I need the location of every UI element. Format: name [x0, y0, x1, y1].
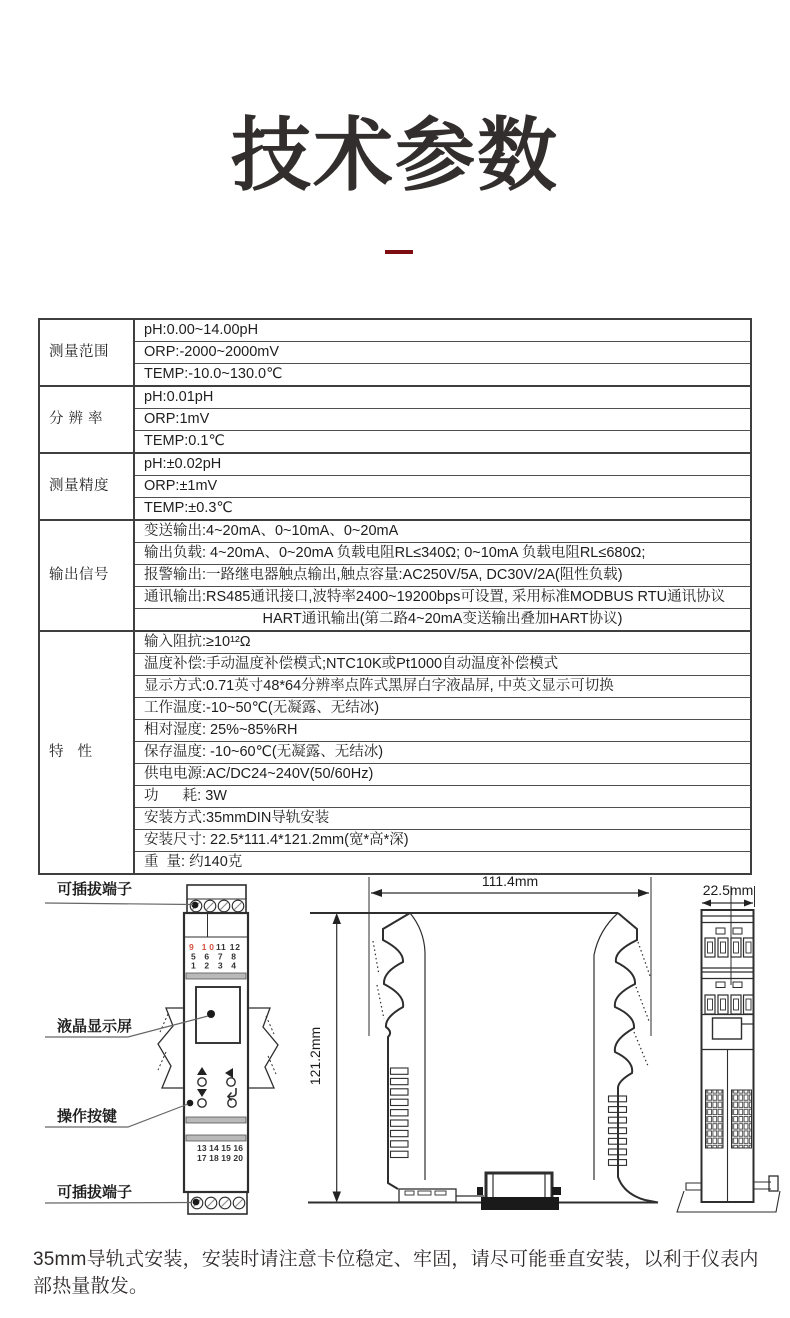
spec-value: 通讯输出:RS485通讯接口,波特率2400~19200bps可设置, 采用标准MODBUS RTU通讯协议	[134, 587, 751, 609]
profile-view-drawing	[677, 882, 780, 1212]
spec-value: 供电电源:AC/DC24~240V(50/60Hz)	[134, 764, 751, 786]
label-top-terminal: 可插拔端子	[57, 881, 133, 898]
install-note: 35mm导轨式安装，安装时请注意卡位稳定、牢固，请尽可能垂直安装，以利于仪表内部热量散发。	[33, 1249, 759, 1297]
profile-terminals-row1	[705, 938, 754, 957]
label-lcd: 液晶显示屏	[57, 1018, 133, 1035]
depth-dim-label: 22.5mm	[702, 882, 754, 898]
height-dim-label: 121.2mm	[307, 1026, 323, 1086]
din-rail-left	[158, 1008, 184, 1088]
drawings-svg	[0, 855, 790, 1235]
spec-value: 安装方式:35mmDIN导轨安装	[134, 808, 751, 830]
spec-value: ORP:-2000~2000mV	[134, 342, 751, 364]
width-dim-label: 111.4mm	[481, 873, 539, 889]
front-view-drawing	[45, 880, 278, 1214]
vent-grid-right	[732, 1090, 752, 1148]
spec-value: 安装尺寸: 22.5*111.4*121.2mm(宽*高*深)	[134, 830, 751, 852]
side-view-drawing	[307, 873, 658, 1210]
terminal-numbers-top	[189, 942, 240, 971]
spec-group-label: 测量精度	[39, 453, 134, 520]
spec-value: ORP:1mV	[134, 409, 751, 431]
depth-dimension	[702, 882, 755, 985]
terminal-numbers-bottom	[197, 1143, 243, 1163]
page-title: 技术参数	[231, 111, 559, 200]
spec-value: TEMP:±0.3℃	[134, 498, 751, 521]
vent-grid-left	[706, 1090, 724, 1148]
spec-value: 显示方式:0.71英寸48*64分辨率点阵式黑屏白字液晶屏, 中英文显示可切换	[134, 676, 751, 698]
spec-value: TEMP:-10.0~130.0℃	[134, 364, 751, 387]
profile-terminals-row2	[705, 995, 754, 1014]
terminal-numbers: 5 6 7 8	[191, 951, 236, 962]
left-arrow-icon	[225, 1068, 233, 1078]
terminal-numbers-red: 9 10	[189, 942, 214, 952]
terminal-numbers: 17 18 19 20	[197, 1153, 243, 1163]
spec-value: 工作温度:-10~50℃(无凝露、无结冰)	[134, 698, 751, 720]
spec-value: 保存温度: -10~60℃(无凝露、无结冰)	[134, 742, 751, 764]
title-accent-dash	[385, 250, 413, 254]
spec-value: TEMP:0.1℃	[134, 431, 751, 454]
bus-connector	[477, 1173, 561, 1210]
spec-value: 温度补偿:手动温度补偿模式;NTC10K或Pt1000自动温度补偿模式	[134, 654, 751, 676]
spec-group-label: 测量范围	[39, 319, 134, 386]
up-arrow-icon	[197, 1067, 207, 1075]
spec-value: pH:0.01pH	[134, 386, 751, 409]
spec-value: HART通讯输出(第二路4~20mA变送输出叠加HART协议)	[134, 609, 751, 632]
operation-buttons	[197, 1067, 236, 1107]
label-bottom-terminal: 可插拔端子	[57, 1184, 133, 1201]
spec-value: 重 量: 约140克	[134, 852, 751, 875]
spec-value: pH:±0.02pH	[134, 453, 751, 476]
height-dimension	[307, 913, 341, 1203]
left-button	[227, 1078, 235, 1086]
spec-value: 输出负载: 4~20mA、0~20mA 负载电阻RL≤340Ω; 0~10mA 负载电阻RL≤680Ω;	[134, 543, 751, 565]
lcd-screen	[196, 987, 240, 1043]
spec-table-container	[38, 318, 752, 875]
terminal-numbers: 13 14 15 16	[197, 1143, 243, 1153]
spec-group-label: 特 性	[39, 631, 134, 874]
terminal-numbers: 11 12	[216, 942, 240, 952]
dimension-drawings	[0, 855, 790, 1235]
rail-clip	[399, 1189, 484, 1202]
vent-slots	[391, 1068, 627, 1165]
profile-din-rail	[677, 1176, 780, 1212]
up-button	[198, 1078, 206, 1086]
spec-value: 报警输出:一路继电器触点输出,触点容量:AC250V/5A, DC30V/2A(阻性负载)	[134, 565, 751, 587]
down-button	[198, 1099, 206, 1107]
din-rail-right	[248, 1008, 278, 1088]
spec-table	[38, 318, 752, 875]
spec-value: pH:0.00~14.00pH	[144, 322, 259, 338]
spec-value: 相对湿度: 25%~85%RH	[134, 720, 751, 742]
spec-value: 输入阻抗:≥10¹²Ω	[134, 631, 751, 654]
width-dimension	[371, 873, 649, 897]
spec-value: 变送输出:4~20mA、0~10mA、0~20mA	[134, 520, 751, 543]
spec-value: ORP:±1mV	[134, 476, 751, 498]
spec-group-label: 输出信号	[39, 520, 134, 631]
label-buttons: 操作按键	[57, 1108, 118, 1125]
spec-group-label: 分 辨 率	[39, 386, 134, 453]
spec-value: 功 耗: 3W	[134, 786, 751, 808]
terminal-numbers: 1 2 3 4	[191, 960, 236, 971]
down-arrow-icon	[197, 1089, 207, 1097]
